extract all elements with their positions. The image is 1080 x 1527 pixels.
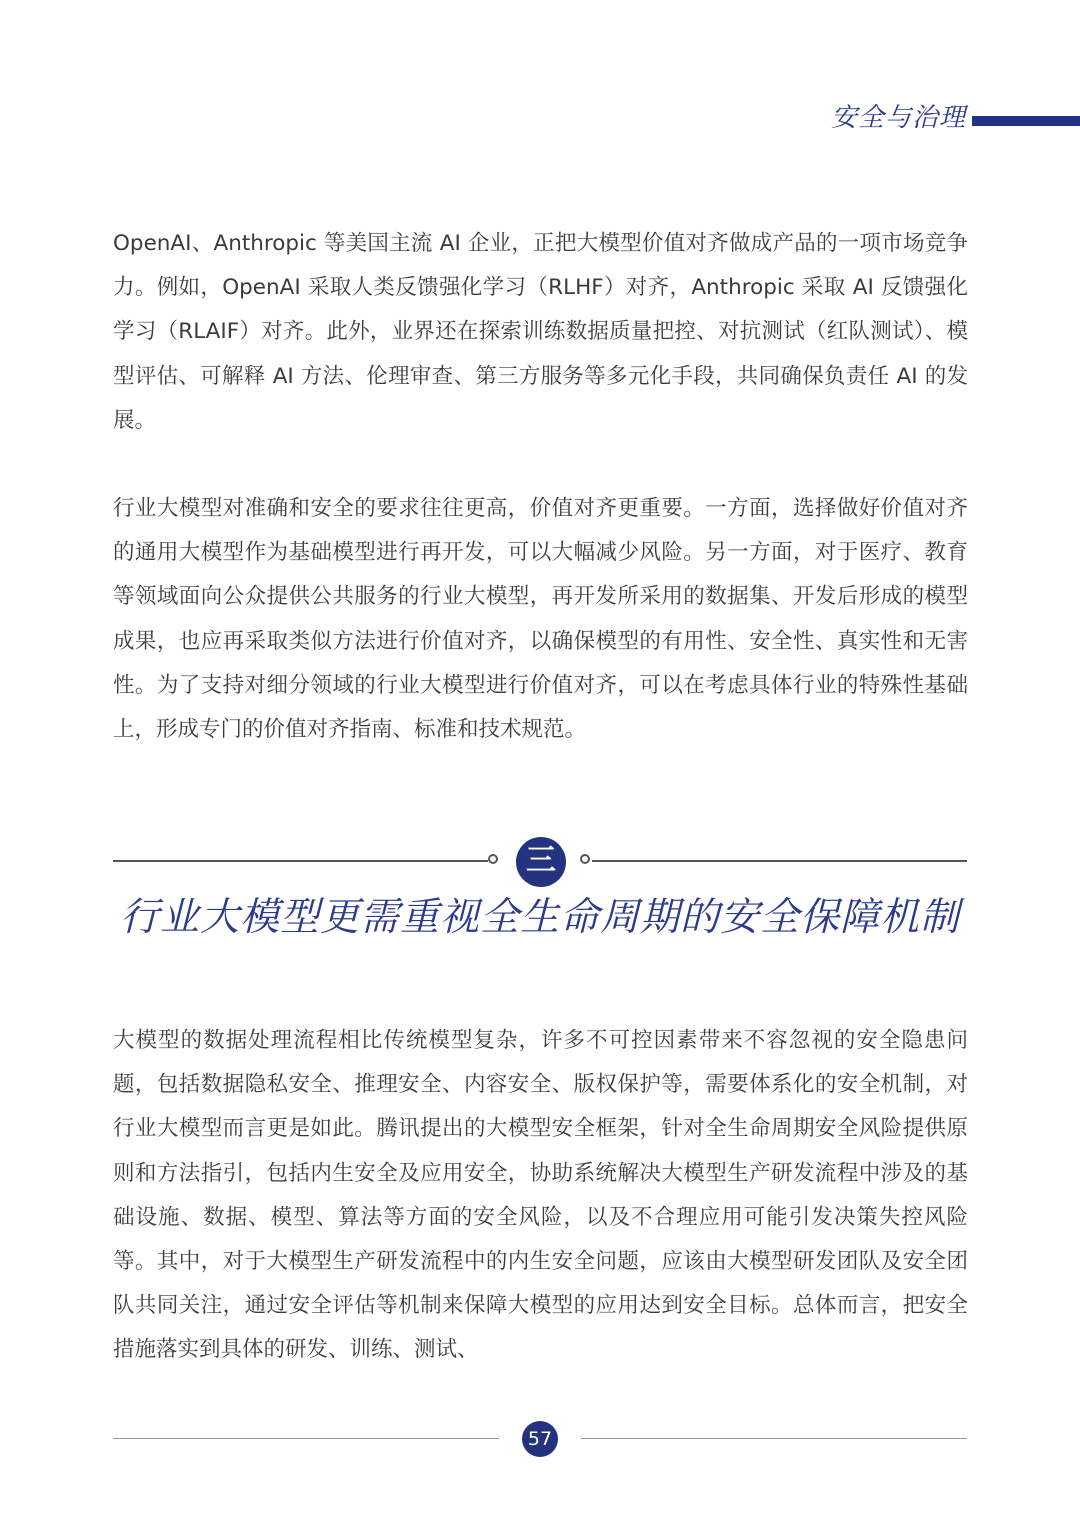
footer-rule-right bbox=[581, 1438, 967, 1439]
section-divider-right bbox=[592, 860, 967, 862]
section-divider-left bbox=[113, 860, 488, 862]
page-number: 57 bbox=[522, 1421, 558, 1457]
body-paragraph-1: OpenAI、Anthropic 等美国主流 AI 企业，正把大模型价值对齐做成产品的一项市场竞争力。例如，OpenAI 采取人类反馈强化学习（RLHF）对齐，Anthropic 采取 AI 反馈强化学习（RLAIF）对齐。此外，业界还在探索训练数据质量把控、对抗测试（红队测试）、模型评估、可解释 AI 方法、伦理审查、第三方服务等多元化手段，共同确保负责任 AI 的发展。 bbox=[113, 231, 968, 433]
section-paragraph: 大模型的数据处理流程相比传统模型复杂，许多不可控因素带来不容忽视的安全隐患问题，包括数据隐私安全、推理安全、内容安全、版权保护等，需要体系化的安全机制，对行业大模型而言更是如此。腾讯提出的大模型安全框架，针对全生命周期安全风险提供原则和方法指引，包括内生安全及应用安全，协助系统解决大模型生产研发流程中涉及的基础设施、数据、模型、算法等方面的安全风险，以及不合理应用可能引发决策失控风险等。其中，对于大模型生产研发流程中的内生安全问题，应该由大模型研发团队及安全团队共同关注，通过安全评估等机制来保障大模型的应用达到安全目标。总体而言，把安全措施落实到具体的研发、训练、测试、 bbox=[113, 1028, 968, 1363]
section-divider-left-dot bbox=[488, 854, 498, 864]
footer-rule-left bbox=[113, 1438, 499, 1439]
body-paragraph-2: 行业大模型对准确和安全的要求往往更高，价值对齐更重要。一方面，选择做好价值对齐的通用大模型作为基础模型进行再开发，可以大幅减少风险。另一方面，对于医疗、教育等领域面向公众提供公共服务的行业大模型，再开发所采用的数据集、开发后形成的模型成果，也应再采取类似方法进行价值对齐，以确保模型的有用性、安全性、真实性和无害性。为了支持对细分领域的行业大模型进行价值对齐，可以在考虑具体行业的特殊性基础上，形成专门的价值对齐指南、标准和技术规范。 bbox=[113, 496, 968, 743]
header-accent-bar bbox=[972, 116, 1080, 126]
section-title: 行业大模型更需重视全生命周期的安全保障机制 bbox=[119, 895, 960, 940]
section-number-badge: 三 bbox=[516, 837, 566, 887]
section-divider-right-dot bbox=[580, 854, 590, 864]
header-section-label: 安全与治理 bbox=[830, 103, 966, 133]
